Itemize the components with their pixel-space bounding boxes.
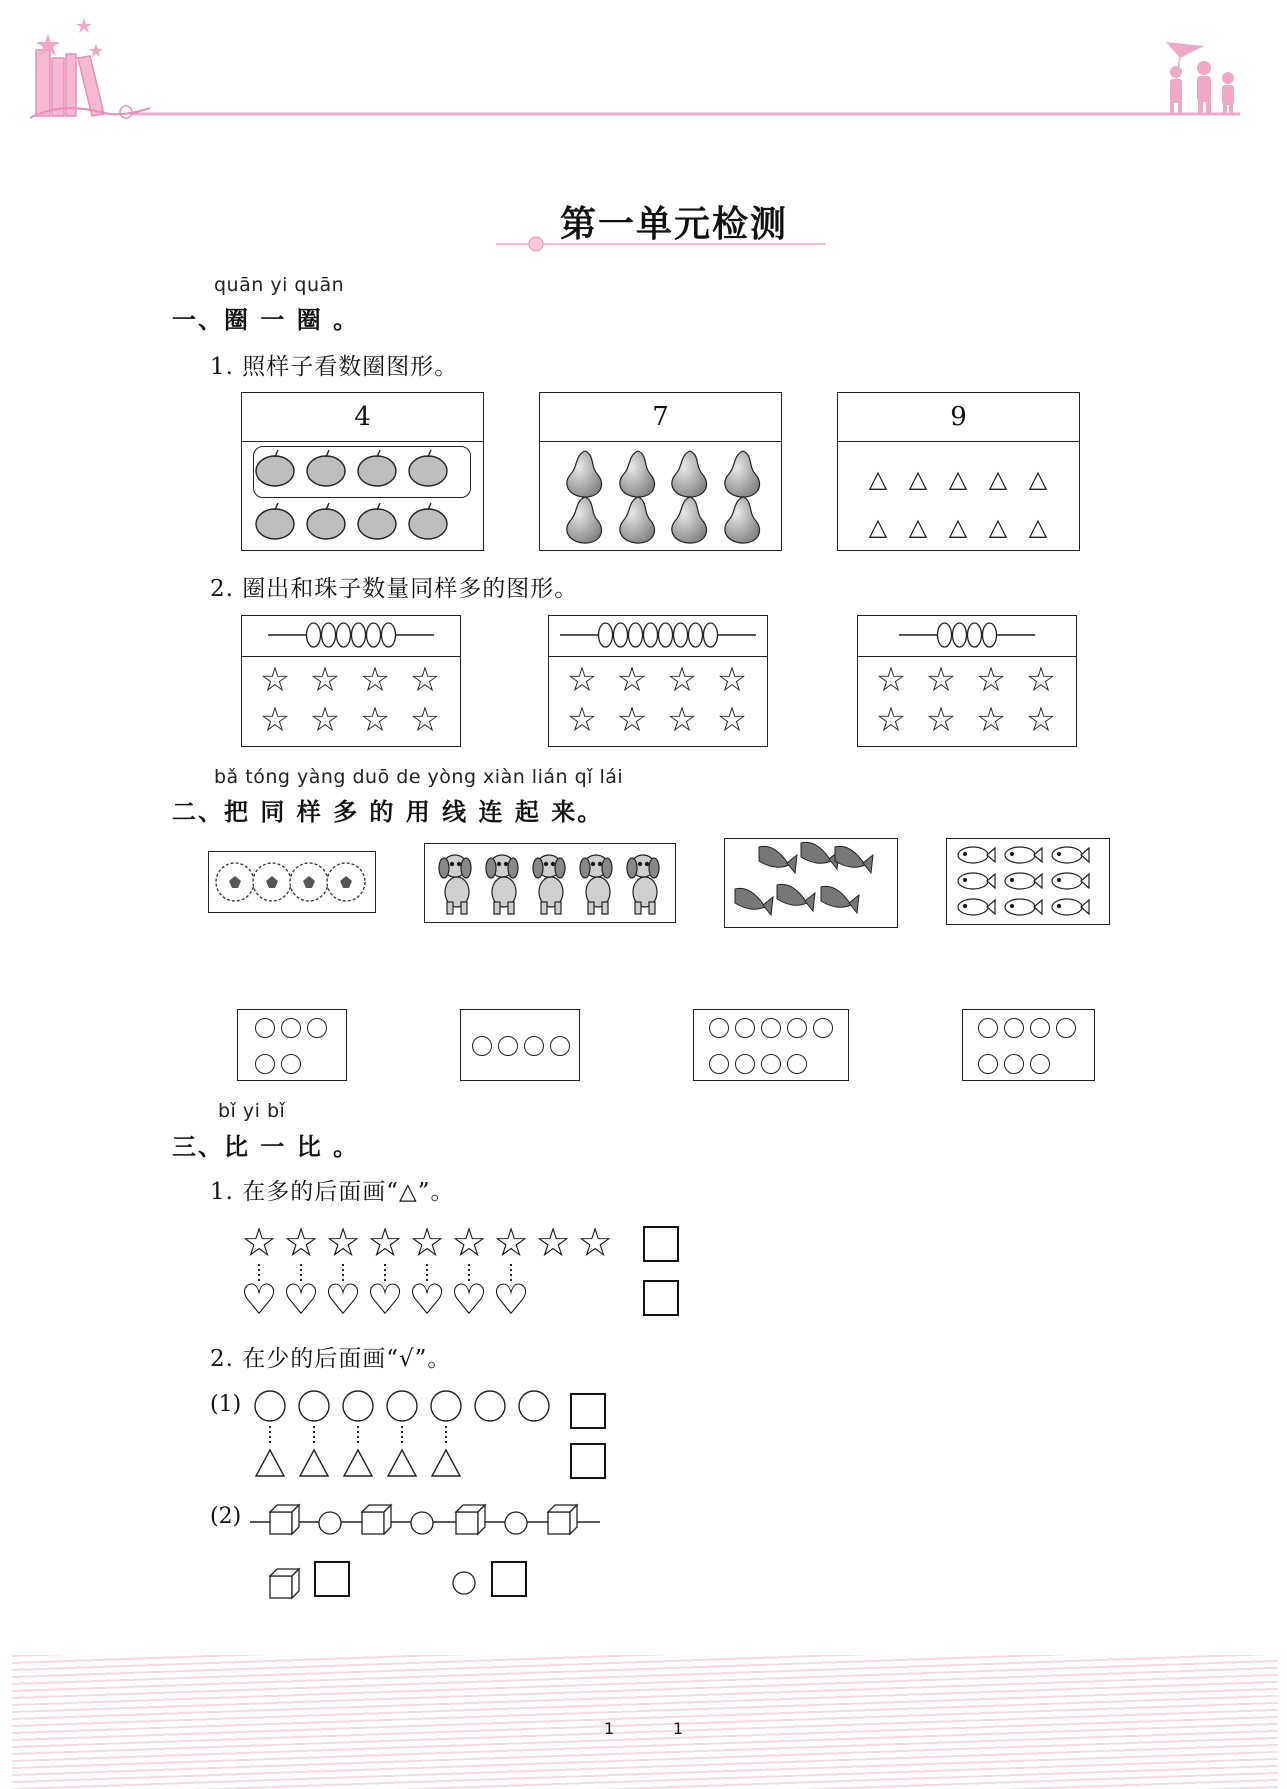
bead-icon	[319, 1512, 527, 1534]
fish-outline-icon	[958, 873, 995, 889]
circle-shape	[1030, 1054, 1050, 1074]
star-shape: ☆	[409, 660, 441, 700]
fish-outline-icon	[958, 847, 995, 863]
circle-shape	[519, 1391, 549, 1421]
bead-box-2	[548, 615, 768, 747]
fish-dark-icon	[777, 884, 815, 911]
circle-row	[706, 1054, 810, 1078]
section1-pinyin: quān yi quān	[214, 274, 345, 296]
bead-row	[242, 616, 460, 657]
circle-shape	[255, 1391, 285, 1421]
answer-box-cubes[interactable]	[314, 1561, 350, 1597]
count-box-apples	[241, 392, 484, 551]
bead-icon	[968, 623, 982, 647]
star-shape: ☆	[975, 660, 1007, 700]
circle-shape	[761, 1054, 781, 1074]
star-shape: ☆	[359, 660, 391, 700]
star-shape: ☆	[616, 660, 648, 700]
star-decoration	[36, 18, 103, 57]
star-shape: ☆	[925, 700, 957, 740]
circle-row	[706, 1018, 836, 1042]
bead-icon	[450, 1568, 480, 1598]
circle-shape	[281, 1054, 301, 1074]
star-shape: ☆	[975, 700, 1007, 740]
header-decoration	[0, 0, 1287, 140]
star-shape: ☆	[875, 660, 907, 700]
header-line	[0, 0, 1287, 140]
beads-string	[243, 616, 459, 654]
star-shape: ☆	[925, 660, 957, 700]
circle-shape	[787, 1054, 807, 1074]
box-number: 9	[838, 393, 1079, 442]
beads-string	[859, 616, 1075, 654]
apples-group	[242, 441, 482, 549]
star-shape: ☆	[241, 1220, 277, 1266]
fish-dark-icon	[835, 846, 873, 873]
star-shape: ☆	[451, 1220, 487, 1266]
pears-group	[540, 441, 780, 549]
circle-shape	[1004, 1018, 1024, 1038]
page-number-right: 1	[673, 1719, 684, 1738]
heart-shape: ♡	[240, 1275, 278, 1324]
heart-shape: ♡	[366, 1275, 404, 1324]
circle-row	[252, 1054, 304, 1078]
bead-row	[858, 616, 1076, 657]
circle-shape	[387, 1391, 417, 1421]
star-shape: ☆	[666, 660, 698, 700]
star-shape: ☆	[716, 700, 748, 740]
answer-box-beads[interactable]	[491, 1561, 527, 1597]
cube-icon	[266, 1564, 306, 1604]
star-shape: ☆	[566, 660, 598, 700]
fish-dark-icon	[759, 846, 797, 873]
triangle-shape	[300, 1450, 328, 1476]
books-icon	[30, 50, 150, 118]
fish-outline-icon	[1005, 847, 1042, 863]
circle-box-1	[237, 1009, 347, 1081]
bead-icon	[689, 623, 703, 647]
heart-shape: ♡	[324, 1275, 362, 1324]
fish-dark-icon	[735, 888, 773, 915]
circle-shape	[307, 1018, 327, 1038]
star-grid	[557, 660, 757, 740]
fish-outline-icon	[1005, 873, 1042, 889]
fish-group	[947, 839, 1107, 922]
star-shape: ☆	[283, 1220, 319, 1266]
circle-shape	[524, 1036, 544, 1056]
triangle-shape	[256, 1450, 284, 1476]
star-shape: ☆	[493, 1220, 529, 1266]
circle-shape	[735, 1054, 755, 1074]
circle-shape	[761, 1018, 781, 1038]
puppy-icon	[486, 855, 518, 914]
circle-shape	[498, 1036, 518, 1056]
star-shape: ☆	[616, 700, 648, 740]
circle-shape	[709, 1054, 729, 1074]
circle-shape	[550, 1036, 570, 1056]
fish-dark-icon	[801, 842, 839, 869]
bead-icon	[322, 623, 336, 647]
bead-icon	[614, 623, 628, 647]
box-number: 4	[242, 393, 483, 442]
bead-icon	[674, 623, 688, 647]
bead-icon	[599, 623, 613, 647]
fish-outline-icon	[1052, 899, 1089, 915]
triangle-shape: △	[988, 513, 1008, 541]
triangle-shape	[432, 1450, 460, 1476]
cube-bead-string	[250, 1496, 610, 1546]
star-shape: ☆	[535, 1220, 571, 1266]
circle-shape	[978, 1018, 998, 1038]
stars-row	[238, 1222, 616, 1264]
circle-shape	[813, 1018, 833, 1038]
circle-shape	[1004, 1054, 1024, 1074]
picture-box-dark-fish	[724, 838, 898, 928]
star-shape: ☆	[409, 1220, 445, 1266]
fish-dark-icon	[821, 886, 859, 913]
star-shape: ☆	[716, 660, 748, 700]
section2-pinyin: bǎ tóng yàng duō de yòng xiàn lián qǐ lái	[214, 766, 624, 788]
circle-shape	[255, 1054, 275, 1074]
children-kite-icon	[1166, 42, 1234, 115]
section3-q2-label: 2. 在少的后面画“√”。	[210, 1346, 452, 1372]
star-shape: ☆	[666, 700, 698, 740]
fish-outline-icon	[1052, 873, 1089, 889]
bead-icon	[659, 623, 673, 647]
star-shape: ☆	[875, 700, 907, 740]
answer-box-hearts[interactable]	[643, 1280, 679, 1316]
heart-shape: ♡	[282, 1275, 320, 1324]
circle-shape	[1056, 1018, 1076, 1038]
bead-icon	[644, 623, 658, 647]
circle-shape	[343, 1391, 373, 1421]
circle-shape	[299, 1391, 329, 1421]
heart-shape: ♡	[492, 1275, 530, 1324]
bead-icon	[367, 623, 381, 647]
circle-row	[975, 1054, 1053, 1078]
page-number-left: 1	[604, 1719, 615, 1738]
circles-triangles-group	[254, 1388, 554, 1498]
bead-box-3	[857, 615, 1077, 747]
triangle-shape: △	[1028, 513, 1048, 541]
star-shape: ☆	[359, 700, 391, 740]
q2-1-label: (1)	[210, 1392, 242, 1417]
fish-outline-icon	[958, 899, 995, 915]
picture-box-balls	[208, 851, 376, 913]
page-title: 第一单元检测	[560, 203, 789, 245]
star-shape: ☆	[325, 1220, 361, 1266]
pear-icon	[567, 451, 760, 543]
circle-box-3	[693, 1009, 849, 1081]
star-grid	[250, 660, 450, 740]
circle-row	[975, 1018, 1079, 1042]
triangle-shape	[344, 1450, 372, 1476]
bead-icon	[953, 623, 967, 647]
fish-outline-icon	[1005, 899, 1042, 915]
section1-q1-label: 1. 照样子看数圈图形。	[210, 354, 459, 380]
bead-icon	[983, 623, 997, 647]
puppy-icon	[580, 855, 612, 914]
triangle-shape: △	[908, 513, 928, 541]
star-shape: ☆	[309, 700, 341, 740]
section3-heading: 三、比 一 比 。	[172, 1133, 360, 1161]
count-box-pears	[539, 392, 782, 551]
bead-icon	[938, 623, 952, 647]
circle-box-2	[460, 1009, 580, 1081]
section1-heading: 一、圈 一 圈 。	[172, 306, 360, 334]
circle-shape	[735, 1018, 755, 1038]
circle-shape	[787, 1018, 807, 1038]
star-grid	[866, 660, 1066, 740]
star-shape: ☆	[409, 700, 441, 740]
circle-shape	[978, 1054, 998, 1074]
triangle-shape: △	[908, 465, 928, 493]
answer-box-circles[interactable]	[570, 1393, 606, 1429]
bead-icon	[704, 623, 718, 647]
star-shape: ☆	[577, 1220, 613, 1266]
bead-icon	[382, 623, 396, 647]
circle-shape	[472, 1036, 492, 1056]
section2-heading: 二、把 同 样 多 的 用 线 连 起 来。	[172, 798, 604, 826]
circle-row	[252, 1018, 330, 1042]
section3-q1-label: 1. 在多的后面画“△”。	[210, 1179, 455, 1205]
heart-shape: ♡	[450, 1275, 488, 1324]
count-box-triangles	[837, 392, 1080, 551]
footer-stripes	[12, 1655, 1278, 1789]
star-shape: ☆	[259, 660, 291, 700]
beads-string	[550, 616, 766, 654]
q2-2-label: (2)	[210, 1504, 242, 1529]
triangle-shape: △	[1028, 465, 1048, 493]
triangle-shape: △	[948, 465, 968, 493]
heart-shape: ♡	[408, 1275, 446, 1324]
triangle-grid	[858, 455, 1058, 551]
circle-shape	[281, 1018, 301, 1038]
bead-icon	[629, 623, 643, 647]
circle-shape	[431, 1391, 461, 1421]
section1-q2-label: 2. 圈出和珠子数量同样多的图形。	[210, 576, 579, 602]
circle-shape	[1030, 1018, 1050, 1038]
triangle-shape: △	[868, 465, 888, 493]
star-shape: ☆	[259, 700, 291, 740]
circle-shape	[475, 1391, 505, 1421]
apple-icon	[256, 456, 447, 539]
puppy-icon	[533, 855, 565, 914]
circle-box-4	[962, 1009, 1095, 1081]
circle-shape	[255, 1018, 275, 1038]
star-shape: ☆	[566, 700, 598, 740]
star-shape: ☆	[309, 660, 341, 700]
fish-outline-icon	[1052, 847, 1089, 863]
bead-icon	[307, 623, 321, 647]
answer-box-triangles[interactable]	[570, 1443, 606, 1479]
star-shape: ☆	[1025, 660, 1057, 700]
box-number: 7	[540, 393, 781, 442]
bead-box-1	[241, 615, 461, 747]
hearts-row	[238, 1275, 532, 1324]
bead-icon	[352, 623, 366, 647]
picture-box-fish	[946, 838, 1110, 925]
answer-box-stars[interactable]	[643, 1226, 679, 1262]
triangle-shape: △	[948, 513, 968, 541]
picture-box-puppies	[424, 843, 676, 923]
triangle-shape: △	[868, 513, 888, 541]
circle-row	[469, 1036, 573, 1060]
title-underline	[496, 236, 826, 252]
puppy-icon	[439, 855, 471, 914]
section3-pinyin: bǐ yi bǐ	[218, 1100, 286, 1122]
star-shape: ☆	[367, 1220, 403, 1266]
star-shape: ☆	[1025, 700, 1057, 740]
triangle-shape	[388, 1450, 416, 1476]
dark-fish-group	[725, 839, 895, 925]
circle-shape	[709, 1018, 729, 1038]
triangle-shape: △	[988, 465, 1008, 493]
bead-row	[549, 616, 767, 657]
puppy-icon	[627, 855, 659, 914]
bead-icon	[337, 623, 351, 647]
puppy-group	[425, 844, 673, 920]
soccer-ball-group	[209, 852, 373, 910]
